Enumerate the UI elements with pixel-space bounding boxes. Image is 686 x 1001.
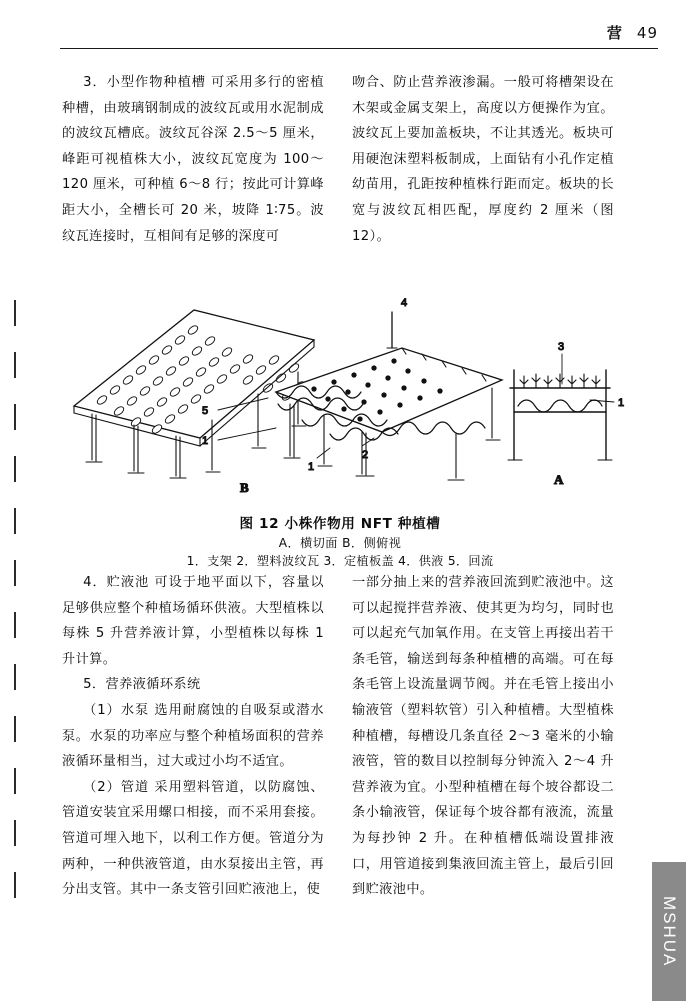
figure-callout-4: 4 [401, 297, 408, 309]
page-number: 49 [636, 24, 658, 42]
header-divider [60, 48, 658, 49]
figure-caption: 图 12 小株作物用 NFT 种植槽 [239, 516, 441, 532]
figure-callout-2: 2 [362, 449, 369, 461]
paragraph: 5．营养液循环系统 [83, 677, 201, 693]
text-column-top-right [352, 70, 614, 249]
header-text [607, 22, 658, 43]
page-header [60, 22, 658, 52]
figure-panel-label-b: B [240, 480, 249, 495]
text-column-bottom-left [62, 570, 324, 903]
figure-panel-label-a: A [554, 472, 564, 487]
figure-callout-1-right: 1 [618, 397, 625, 409]
figure-callout-5: 5 [202, 405, 209, 417]
figure-legend: 1．支架 2．塑料波纹瓦 3．定植板盖 4．供液 5．回流 [186, 554, 494, 568]
paragraph: （1）水泵 选用耐腐蚀的自吸泵或潜水泵。水泵的功率应与整个种植场面积的营养液循环量相当，过大或过小均不适宜。 [62, 702, 324, 770]
paragraph: 吻合、防止营养液渗漏。一般可将槽架设在木架或金属支架上，高度以方便操作为宜。波纹瓦上要加盖板块，不让其透光。板块可用硬泡沫塑料板制成，上面钻有小孔作定植幼苗用，孔距按种植株行距而定。板块的长宽与波纹瓦相匹配，厚度约 2 厘米（图12）。 [352, 75, 614, 244]
text-column-top-left [62, 70, 324, 249]
paragraph: 3．小型作物种植槽 可采用多行的密植种槽，由玻璃钢制成的波纹瓦或用水泥制成的波纹瓦槽底。波纹瓦谷深 2.5～5 厘米，峰距可视植株大小，波纹瓦宽度为 100～120 厘米，可种植 6～8 行；按此可计算峰距大小，全槽长可 20 米，坡降 1∶75。波纹瓦连接时，互相间有足够的深度可 [62, 75, 324, 244]
paragraph: （2）管道 采用塑料管道，以防腐蚀、管道安装宜采用螺口相接，而不采用套接。管道可埋入地下，以利工作方便。管道分为两种，一种供液管道，由水泵接出主管，再分出支管。其中一条支管引回贮液池上，使 [62, 779, 324, 898]
watermark-badge [652, 862, 686, 1001]
watermark-text: MSHUA [660, 895, 679, 968]
header-label: 营 [606, 24, 623, 42]
figure-callout-3: 3 [558, 341, 565, 353]
figure-callout-1: 1 [308, 461, 315, 473]
text-column-bottom-right [352, 570, 614, 903]
figure-subcaption: A．横切面 B．侧俯视 [278, 536, 402, 550]
paragraph: 一部分抽上来的营养液回流到贮液池中。这可以起搅拌营养液、使其更为均匀，同时也可以起充气加氧作用。在支管上再接出若干条毛管，输送到每条种植槽的高端。可在每条毛管上设流量调节阀。并在毛管上接出小输液管（塑料软管）引入种植槽。大型植株种植槽，每槽设几条直径 2～3 毫米的小输液管，管的数目以控制每分钟流入 2～4 升营养液为宜。小型种植槽在每个坡谷都设二条小输液管，保证每个坡谷都有液流，流量为每抄钟 2 升。在种植槽低端设置排液口，用管道接到集液回流主管上，最后引回到贮液池中。 [352, 575, 614, 898]
paragraph: 4．贮液池 可设于地平面以下，容量以足够供应整个种植场循环供液。大型植株以每株 5 升营养液计算，小型植株以每株 1 升计算。 [62, 575, 324, 667]
figure-callout-support: 1 [202, 435, 209, 447]
margin-tick-marks [14, 300, 16, 900]
figure-illustration [62, 288, 625, 518]
figure-nft-planting-trough [62, 288, 625, 518]
